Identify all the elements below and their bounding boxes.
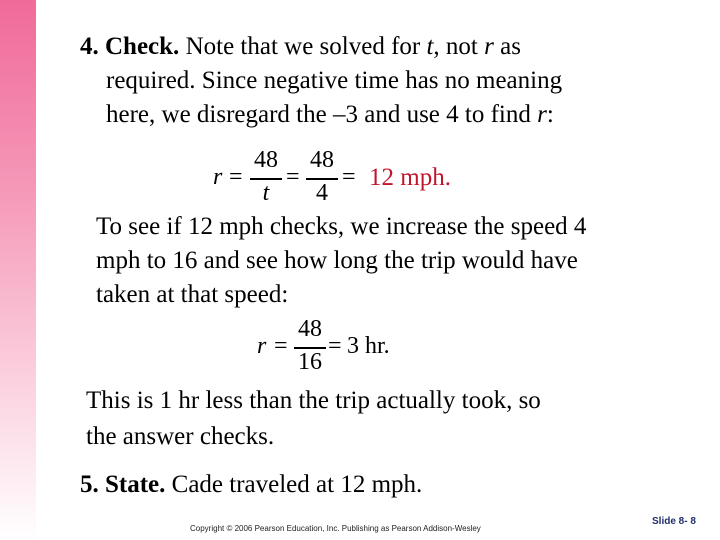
step4-line3-text: here, we disregard the –3 and use 4 to find (106, 101, 538, 128)
eq2-equals-2: = (328, 333, 342, 359)
slide-number: Slide 8- 8 (652, 516, 696, 527)
eq2-fraction (294, 316, 326, 380)
eq1-frac1-denominator: t (262, 180, 270, 206)
step5-label: 5. State. (80, 471, 166, 498)
eq2-result: 3 hr. (347, 333, 390, 359)
eq2-lhs: r (257, 333, 267, 359)
check-line2: mph to 16 and see how long the trip would have (96, 247, 578, 274)
eq1-lhs: r (213, 164, 223, 190)
step4-line3-colon: : (546, 101, 554, 128)
step5-line (80, 468, 422, 502)
conclusion-line2: the answer checks. (86, 423, 275, 450)
step4-text-a: Note that we solved for (185, 33, 427, 60)
eq2-numerator: 48 (298, 316, 322, 342)
eq1-equals-1: = (229, 164, 243, 190)
step5-text: Cade traveled at 12 mph. (171, 471, 423, 498)
eq1-fraction-2 (306, 147, 338, 211)
eq1-frac2-denominator: 4 (316, 180, 328, 206)
eq1-equals-3: = (342, 164, 356, 190)
var-t: t (426, 33, 434, 60)
eq1-frac2-numerator: 48 (310, 147, 334, 173)
step4-text-c: as (493, 33, 521, 60)
step4-line1 (80, 30, 521, 64)
step4-line2: required. Since negative time has no meaning (106, 67, 563, 94)
eq1-equals-2: = (286, 164, 300, 190)
eq1-frac1-numerator: 48 (254, 147, 278, 173)
check-line3: taken at that speed: (96, 281, 289, 308)
eq2-denominator: 16 (298, 349, 322, 375)
check-line1: To see if 12 mph checks, we increase the speed 4 (96, 213, 587, 240)
eq2-equals-1: = (274, 333, 288, 359)
copyright-notice: Copyright © 2006 Pearson Education, Inc. Publishing as Pearson Addison-Wesley (190, 524, 481, 533)
step4-line3-var: r (537, 101, 547, 128)
decorative-side-bar (0, 0, 36, 540)
eq1-fraction-1 (250, 147, 282, 211)
conclusion-line1: This is 1 hr less than the trip actually took, so (86, 387, 541, 414)
step4-text-b: , not (433, 33, 485, 60)
step4-line3 (106, 98, 554, 132)
step4-label: 4. Check. (80, 33, 180, 60)
var-r: r (484, 33, 494, 60)
eq1-result: 12 mph. (369, 164, 451, 191)
